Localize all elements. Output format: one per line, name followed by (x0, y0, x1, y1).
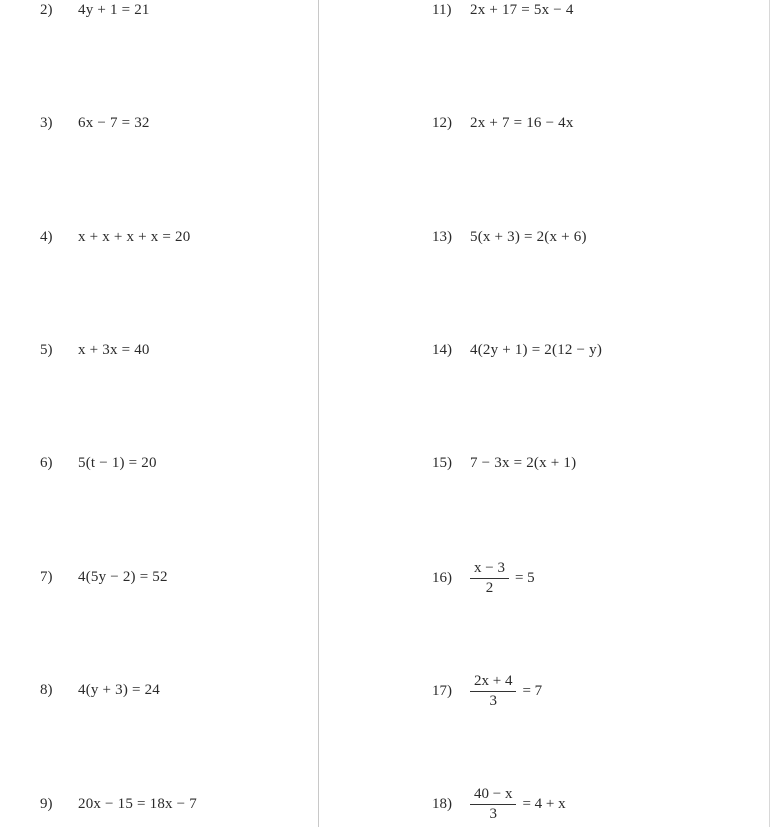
problem-number: 8) (40, 682, 53, 698)
problem-17 (432, 673, 542, 710)
problem-13 (432, 229, 587, 246)
problem-2 (40, 2, 150, 19)
problem-3 (40, 115, 150, 132)
problem-14 (432, 342, 602, 359)
problem-number: 12) (432, 115, 452, 131)
problem-equation: 6x − 7 = 32 (78, 115, 150, 131)
problem-equation: 4(2y + 1) = 2(12 − y) (470, 342, 603, 358)
problem-11 (432, 2, 574, 19)
page-edge-line (769, 0, 770, 827)
problem-number: 7) (40, 569, 53, 585)
problem-equation: x + x + x + x = 20 (78, 229, 191, 245)
fraction-equation (470, 673, 542, 710)
problem-5 (40, 342, 150, 359)
problem-equation: x + 3x = 40 (78, 342, 150, 358)
problem-equation: 5(x + 3) = 2(x + 6) (470, 229, 587, 245)
fraction (470, 786, 516, 823)
problem-number: 16) (432, 570, 452, 586)
problem-equation: 4y + 1 = 21 (78, 2, 150, 18)
problem-4 (40, 229, 190, 246)
problem-number: 15) (432, 455, 452, 471)
problem-16 (432, 560, 535, 597)
problem-number: 2) (40, 2, 53, 18)
problem-number: 11) (432, 2, 452, 18)
problem-equation: 5(t − 1) = 20 (78, 455, 157, 471)
fraction (470, 673, 516, 710)
equation-rhs: = 7 (522, 683, 543, 699)
fraction-equation (470, 786, 566, 823)
problem-6 (40, 455, 157, 472)
equation-rhs: = 5 (514, 570, 535, 586)
problem-number: 9) (40, 796, 53, 812)
fraction (470, 560, 509, 597)
problem-equation: 2x + 17 = 5x − 4 (470, 2, 574, 18)
problem-number: 5) (40, 342, 53, 358)
problem-equation: 4(y + 3) = 24 (78, 682, 161, 698)
problem-8 (40, 682, 160, 699)
fraction-denominator: 3 (489, 806, 497, 822)
problem-number: 3) (40, 115, 53, 131)
problem-equation: 2x + 7 = 16 − 4x (470, 115, 574, 131)
equation-rhs: = 4 + x (522, 796, 566, 812)
fraction-numerator: 40 − x (470, 786, 516, 805)
problem-18 (432, 786, 566, 823)
fraction-numerator: x − 3 (470, 560, 509, 579)
fraction-equation (470, 560, 535, 597)
problem-15 (432, 455, 576, 472)
fraction-numerator: 2x + 4 (470, 673, 516, 692)
fraction-denominator: 3 (489, 693, 497, 709)
problem-number: 6) (40, 455, 53, 471)
problem-equation: 7 − 3x = 2(x + 1) (470, 455, 577, 471)
problem-number: 18) (432, 796, 452, 812)
column-divider (318, 0, 319, 827)
problem-number: 4) (40, 229, 53, 245)
fraction-denominator: 2 (485, 580, 494, 596)
problem-12 (432, 115, 574, 132)
problem-number: 17) (432, 683, 452, 699)
problem-7 (40, 569, 168, 586)
problem-equation: 4(5y − 2) = 52 (78, 569, 168, 585)
problem-9 (40, 796, 197, 813)
problem-number: 13) (432, 229, 452, 245)
problem-equation: 20x − 15 = 18x − 7 (78, 796, 197, 812)
problem-number: 14) (432, 342, 452, 358)
